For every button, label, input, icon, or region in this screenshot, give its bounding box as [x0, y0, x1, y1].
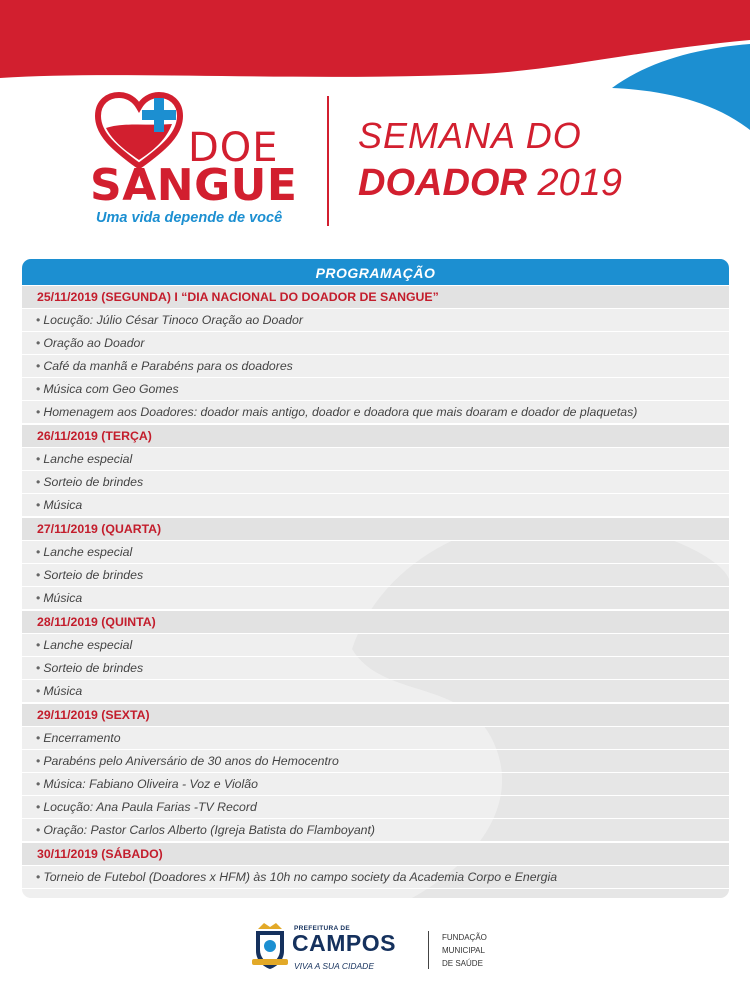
- program-item-text: Locução: Ana Paula Farias -TV Record: [43, 800, 257, 814]
- fundacao-line-2: MUNICIPAL: [442, 946, 485, 955]
- bullet-icon: •: [36, 800, 41, 814]
- program-item-text: Lanche especial: [43, 638, 133, 652]
- bullet-icon: •: [36, 498, 41, 512]
- title-year: 2019: [537, 162, 622, 204]
- fundacao-line-3: DE SAÚDE: [442, 959, 483, 968]
- bullet-icon: •: [36, 870, 41, 884]
- bullet-icon: •: [36, 754, 41, 768]
- program-item-text: Oração: Pastor Carlos Alberto (Igreja Batista do Flamboyant): [43, 823, 376, 837]
- day-heading: 25/11/2019 (SEGUNDA) I “DIA NACIONAL DO DOADOR DE SANGUE”: [22, 285, 729, 309]
- day-heading: 26/11/2019 (TERÇA): [22, 424, 729, 448]
- program-item: [22, 448, 729, 471]
- footer-campos: CAMPOS: [292, 930, 396, 956]
- title-doador: DOADOR: [358, 162, 527, 204]
- bullet-icon: •: [36, 382, 41, 396]
- program-item-text: Homenagem aos Doadores: doador mais antigo, doador e doadora que mais doaram e doador de plaquetas): [43, 405, 638, 419]
- fundacao-line-1: FUNDAÇÃO: [442, 933, 487, 942]
- program-item: [22, 401, 729, 424]
- program-item-text: Lanche especial: [43, 452, 133, 466]
- bullet-icon: •: [36, 661, 41, 675]
- header-divider: [327, 96, 329, 226]
- program-heading: PROGRAMAÇÃO: [22, 259, 729, 285]
- program-item: [22, 309, 729, 332]
- program-item-text: Oração ao Doador: [43, 336, 145, 350]
- footer-divider: [428, 931, 429, 969]
- bullet-icon: •: [36, 568, 41, 582]
- bullet-icon: •: [36, 591, 41, 605]
- program-item: [22, 587, 729, 610]
- program-item-text: Torneio de Futebol (Doadores x HFM) às 10h no campo society da Academia Corpo e Energia: [43, 870, 558, 884]
- program-item-text: Música com Geo Gomes: [43, 382, 179, 396]
- bullet-icon: •: [36, 638, 41, 652]
- program-item-text: Locução: Júlio César Tinoco Oração ao Doador: [43, 313, 303, 327]
- doe-sangue-logo: [88, 92, 308, 228]
- program-item: [22, 332, 729, 355]
- program-item: [22, 378, 729, 401]
- title-line-2: [358, 164, 622, 202]
- program-item: [22, 866, 729, 889]
- bullet-icon: •: [36, 313, 41, 327]
- logo-doe-text: DOE: [188, 125, 279, 171]
- footer-logos: [252, 917, 512, 981]
- bullet-icon: •: [36, 475, 41, 489]
- bullet-icon: •: [36, 405, 41, 419]
- program-item: [22, 657, 729, 680]
- day-heading: 27/11/2019 (QUARTA): [22, 517, 729, 541]
- bullet-icon: •: [36, 452, 41, 466]
- program-item-text: Café da manhã e Parabéns para os doadores: [43, 359, 293, 373]
- program-item: [22, 634, 729, 657]
- program-item: [22, 773, 729, 796]
- bullet-icon: •: [36, 359, 41, 373]
- bullet-icon: •: [36, 731, 41, 745]
- day-heading: 30/11/2019 (SÁBADO): [22, 842, 729, 866]
- bullet-icon: •: [36, 823, 41, 837]
- program-item-text: Sorteio de brindes: [43, 475, 144, 489]
- program-item-text: Sorteio de brindes: [43, 661, 144, 675]
- bullet-icon: •: [36, 336, 41, 350]
- logo-tagline: Uma vida depende de você: [96, 210, 283, 226]
- program-item: [22, 355, 729, 378]
- program-item: [22, 680, 729, 703]
- program-item: [22, 819, 729, 842]
- program-item-text: Sorteio de brindes: [43, 568, 144, 582]
- day-heading: 29/11/2019 (SEXTA): [22, 703, 729, 727]
- program-item-text: Música: [43, 498, 83, 512]
- program-item-text: Música: Fabiano Oliveira - Voz e Violão: [43, 777, 258, 791]
- program-item: [22, 796, 729, 819]
- program-item: [22, 471, 729, 494]
- program-item-text: Lanche especial: [43, 545, 133, 559]
- footer-slogan: VIVA A SUA CIDADE: [294, 961, 374, 971]
- program-item-text: Parabéns pelo Aniversário de 30 anos do Hemocentro: [43, 754, 339, 768]
- bullet-icon: •: [36, 545, 41, 559]
- program-item: [22, 541, 729, 564]
- logo-sangue-text: SANGUE: [90, 160, 298, 211]
- footer-prefeitura: PREFEITURA DE: [294, 925, 351, 932]
- program-item: [22, 750, 729, 773]
- bullet-icon: •: [36, 684, 41, 698]
- city-crest-icon: [252, 919, 288, 971]
- title-line-1: SEMANA DO: [358, 115, 582, 156]
- program-item-text: Música: [43, 591, 83, 605]
- program-panel: [22, 259, 729, 898]
- bullet-icon: •: [36, 777, 41, 791]
- program-item-text: Música: [43, 684, 83, 698]
- day-heading: 28/11/2019 (QUINTA): [22, 610, 729, 634]
- program-item: [22, 727, 729, 750]
- program-item-text: Encerramento: [43, 731, 121, 745]
- footer-fundacao: [442, 931, 487, 970]
- program-item: [22, 494, 729, 517]
- program-item: [22, 564, 729, 587]
- program-day-list: [22, 285, 729, 889]
